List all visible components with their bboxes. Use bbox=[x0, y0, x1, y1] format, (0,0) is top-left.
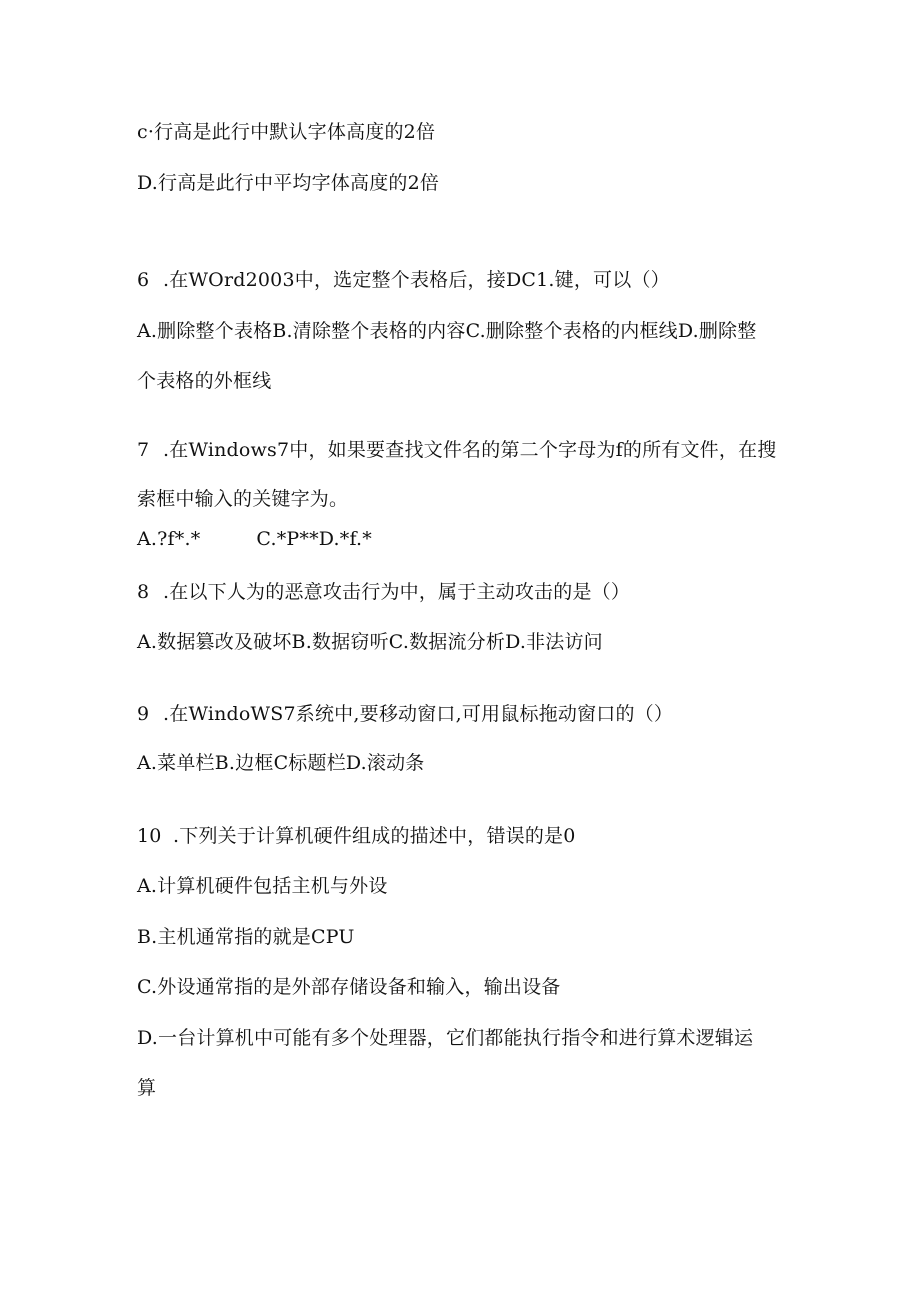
question-text: .下列关于计算机硬件组成的描述中，错误的是0 bbox=[173, 825, 576, 847]
option-d-text: D.行高是此行中平均字体高度的2倍 bbox=[137, 172, 440, 194]
question-7-options bbox=[137, 527, 372, 551]
question-10 bbox=[137, 824, 576, 848]
question-9 bbox=[137, 702, 673, 726]
question-6-options: A.删除整个表格B.清除整个表格的内容C.删除整个表格的内框线D.删除整 bbox=[137, 320, 757, 342]
option-c-d-text: C.*P**D.*f.* bbox=[256, 528, 372, 550]
question-number: 6 bbox=[137, 269, 150, 291]
question-7-continued: 索框中输入的关键字为。 bbox=[137, 488, 349, 510]
question-text: .在WOrd2003中，选定整个表格后，接DC1.键，可以（） bbox=[163, 269, 670, 291]
question-10-option-a: A.计算机硬件包括主机与外设 bbox=[137, 875, 388, 897]
question-text: .在WindoWS7系统中,要移动窗口,可用鼠标拖动窗口的（） bbox=[163, 703, 674, 725]
question-text: .在以下人为的恶意攻击行为中，属于主动攻击的是（） bbox=[163, 581, 631, 603]
question-10-option-b: B.主机通常指的就是CPU bbox=[137, 926, 355, 948]
question-7 bbox=[137, 438, 777, 462]
question-10-option-d-continued: 算 bbox=[137, 1077, 157, 1099]
question-number: 8 bbox=[137, 581, 150, 603]
question-10-option-c: C.外设通常指的是外部存储设备和输入，输出设备 bbox=[137, 976, 561, 998]
question-number: 9 bbox=[137, 703, 150, 725]
question-8-options: A.数据篡改及破坏B.数据窃听C.数据流分析D.非法访问 bbox=[137, 631, 603, 653]
question-9-options: A.菜单栏B.边框C标题栏D.滚动条 bbox=[137, 752, 425, 774]
question-10-option-d: D.一台计算机中可能有多个处理器，它们都能执行指令和进行算术逻辑运 bbox=[137, 1027, 754, 1049]
option-c-text: c·行高是此行中默认字体高度的2倍 bbox=[137, 121, 436, 143]
option-a-text: A.?f*.* bbox=[137, 528, 201, 550]
question-6-options-continued: 个表格的外框线 bbox=[137, 370, 272, 392]
question-text: .在Windows7中，如果要查找文件名的第二个字母为f的所有文件，在搜 bbox=[163, 439, 777, 461]
question-number: 10 bbox=[137, 825, 162, 847]
question-number: 7 bbox=[137, 439, 150, 461]
question-6 bbox=[137, 268, 670, 292]
question-8 bbox=[137, 580, 630, 604]
